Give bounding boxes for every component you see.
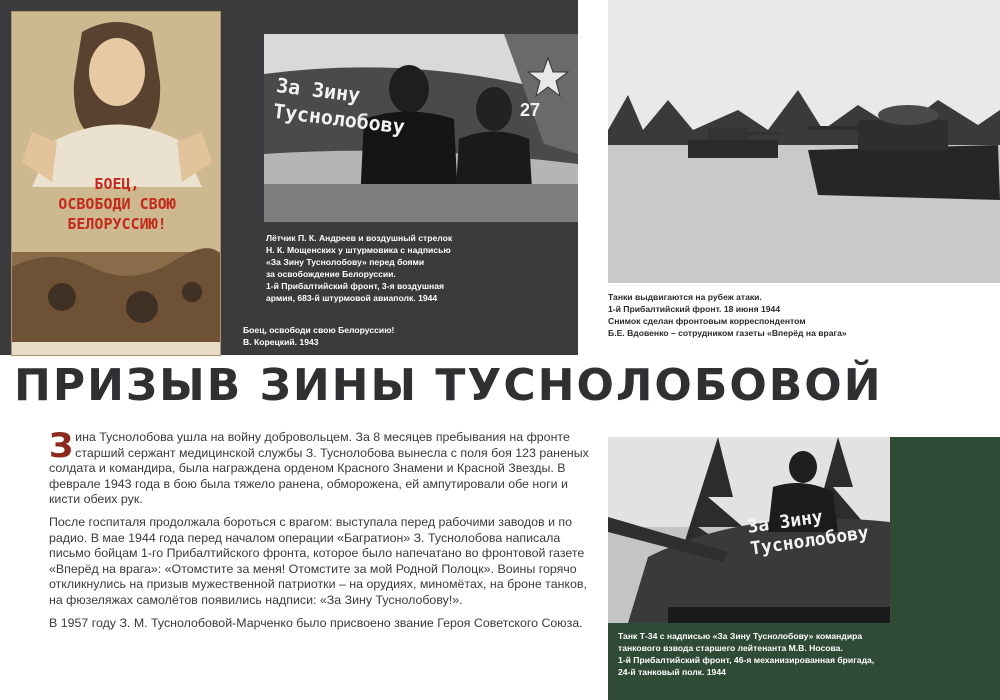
page-title: ПРИЗЫВ ЗИНЫ ТУСНОЛОБОВОЙ	[14, 360, 883, 411]
pilots-plane-inscription: За Зину Туснолобову	[271, 72, 407, 139]
t34-inscription: За Зину Туснолобову	[746, 506, 871, 560]
article-body	[49, 426, 595, 638]
paragraph-3: В 1957 году З. М. Туснолобовой-Марченко было присвоено звание Героя Советского Союза.	[49, 615, 583, 630]
paragraph-1-text: ина Туснолобова ушла на войну добровольцем. За 8 месяцев пребывания на фронте старший сержант медицинской службы З. Туснолобова вынесла с поля боя 123 раненых солдата и командира, была награждена орденом Красного Знамени и Красной Звезды. В феврале 1943 года в бою была тяжело ранена, обморожена, ей ампутировали обе ноги и кисти обеих рук.	[49, 430, 589, 507]
plane-number: 27	[520, 100, 541, 120]
t34-caption: Танк Т-34 с надписью «За Зину Туснолобову» командира танкового взвода старшего лейтенанта М.В. Носова. 1-й Прибалтийский фронт, 46-я механизированная бригада, 24-й танковый полк. 1944	[618, 631, 875, 677]
t34-photo	[608, 437, 890, 623]
poster-caption: Боец, освободи свою Белоруссию! В. Корецкий. 1943	[243, 325, 395, 347]
tanks-photo	[608, 0, 1000, 283]
paragraph-1	[49, 426, 595, 508]
tanks-caption: Танки выдвигаются на рубеж атаки. 1-й Прибалтийский фронт. 18 июня 1944 Снимок сделан фронтовым корреспондентом Б.Е. Вдовенко – сотрудником газеты «Вперёд на врага»	[608, 292, 847, 338]
pilots-caption: Лётчик П. К. Андреев и воздушный стрелок Н. К. Мощенских у штурмовика с надписью «За Зину Туснолобову» перед боями за освобождение Белоруссии. 1-й Прибалтийский фронт, 3-я воздушная армия, 683-й штурмовой авиаполк. 1944	[266, 233, 453, 303]
dropcap: З	[49, 426, 74, 466]
poster-image	[11, 11, 221, 356]
poster-slogan: БОЕЦ, ОСВОБОДИ СВОЮ БЕЛОРУССИЮ!	[58, 175, 176, 233]
pilots-photo	[264, 34, 578, 222]
paragraph-2: После госпиталя продолжала бороться с врагом: выступала перед рабочими заводов и по радио. В мае 1944 года перед началом операции «Багратион» З. Туснолобова написала письмо бойцам 1-го Прибалтийского фронта, которое было напечатано во фронтовой газете «Вперёд на врага»: «Отомстите за меня! Отомстите за мой Родной Полоцк». Воины горячо откликнулись на призыв мужественной патриотки – на орудиях, миномётах, на броне танков, на фюзеляжах самолётов появились надписи: «За Зину Туснолобову!».	[49, 514, 587, 607]
red-star-icon	[526, 56, 570, 100]
tanks-illustration	[608, 0, 1000, 283]
